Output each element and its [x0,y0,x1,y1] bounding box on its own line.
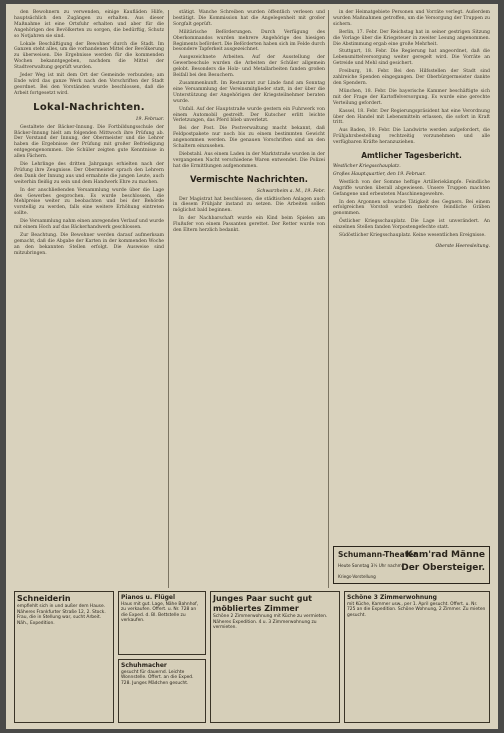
article-paragraph: München, 18. Febr. Die bayerische Kammer beschäftigte sich mit der Frage der Kartoffelversorgung. Es wurde eine gerechte Verteilung gefordert. [333,88,490,106]
ad-text: gesucht für dauernd. Leichte Wonnstelle. Offert. an die Exped. 728. Junges Mädchen gesucht. [121,669,194,686]
theater-note: Kriegs-Vorstellung [338,574,376,579]
article-paragraph: Diebstahl. Aus einem Laden in der Marktstraße wurden in der vergangenen Nacht verschiedene Waren entwendet. Die Polizei hat die Ermittlungen aufgenommen. [173,151,325,169]
theater-advertisement [333,546,490,584]
classified-ad [118,659,206,723]
ad-headline: Junges Paar sucht gut möbliertes Zimmer [213,594,312,613]
column-3 [333,10,490,254]
article-paragraph: Der Magistrat hat beschlossen, die städtischen Anlagen auch in diesem Frühjahr instand zu setzen. Die Arbeiten sollen möglichst bald beginnen. [173,196,325,214]
report-signature: Oberste Heeresleitung. [435,243,490,249]
classified-ad [118,591,206,655]
article-paragraph: Gestaltete der Bäcker-Innung. Die Fortbildungsschule der Bäcker-Innung hielt am folgenden Mittwoch ihre Prüfung ab. Der Vorstand der Innung, der Obermeister und die Lehrer haben die Ergebnisse der Prüfung mit großer Befriedigung entgegengenommen. Die Schüler zeigten gute Kenntnisse in allen Fächern. [14,124,164,160]
article-paragraph: Westlich von der Somme heftige Artilleriekämpfe. Feindliche Angriffe wurden überall abgewiesen. Unsere Truppen machten Gefangene und erbeuteten Maschinengewehre. [333,179,490,197]
article-paragraph: stätigt. Wanche Schreiben wurden öffentlich verlesen und bestätigt. Die Kommission hat die Angelegenheit mit großer Sorgfalt geprüft. [173,10,325,27]
ad-headline: Schöne 3 Zimmerwohnung [347,594,437,601]
theater-play-2: Der Obersteiger. [401,563,485,573]
column-rule [328,10,329,588]
column-rule [168,10,169,588]
ad-text: mit Küche, Kammer usw., per 1. April gesucht. Offert. u. Nr. 725 an die Expedition. Schöne Wohnung, 2 Zimmer. Zu mieten gesucht. [347,601,486,618]
ad-headline: Pianos u. Flügel [121,594,176,601]
article-paragraph: In der anschließenden Versammlung wurde über die Lage des Gewerbes gesprochen. Es wurde beschlossen, die Mehlpreise weiter zu beobachten und bei der Behörde vorstellig zu werden, falls eine weitere Erhöhung eintreten sollte. [14,187,164,217]
article-paragraph: Kassel, 18. Febr. Der Regierungspräsident hat eine Verordnung über den Handel mit Lebensmitteln erlassen, die sofort in Kraft tritt. [333,108,490,126]
article-paragraph: Lokale Beschäftigung der Bewohner durch die Stadt. Im Ganzen steht alles, um die vorhandenen Mittel der Bevölkerung zu überweisen. Die Ergebnisse werden für die kommenden Wochen bekanntgegeben, nachdem die Mittel der Stadtverwaltung geprüft wurden. [14,41,164,71]
article-paragraph: Stuttgart, 18. Febr. Die Regierung hat angeordnet, daß die Lebensmittelversorgung weiter geregelt wird. Die Vorräte an Getreide und Mehl sind gesichert. [333,49,490,67]
classified-ads [14,591,490,725]
ad-text: Schöne 2 Zimmerwohnung mit Küche zu vermieten. Näheres Expedition. 4 u. 3 Zimmerwohnung zu vermieten. [213,614,328,631]
article-paragraph: Berlin, 17. Febr. Der Reichstag hat in seiner gestrigen Sitzung die Vorlage über die Kriegsteuer in zweiter Lesung angenommen. Die Abstimmung ergab eine große Mehrheit. [333,29,490,47]
ad-headline: Schuhmacher [121,662,167,669]
article-paragraph: Jeder Weg ist mit dem Ort der Gemeinde verbunden; am Ende wird das ganze Werk nach den Vorschriften der Stadt geordnet. Bei den Vorständen wurde beschlossen, daß die Arbeit fortgesetzt wird. [14,73,164,96]
article-paragraph: In der Nachbarschaft wurde ein Kind beim Spielen am Flußufer von einem Passanten gerettet. Der Retter wurde von den Eltern herzlich bedankt. [173,216,325,234]
classified-ad [210,591,340,723]
theater-time: Heute Sonntag 3½ Uhr nachm. [338,563,404,568]
section-date: Schwarzheim a. M., 19. Febr. [256,188,325,194]
article-paragraph: Unfall. Auf der Hauptstraße wurde gestern ein Fuhrwerk von einem Automobil gestreift. Der Kutscher erlitt leichte Verletzungen, das Pferd blieb unverletzt. [173,106,325,124]
article-paragraph: Zusammenkunft. Im Restaurant zur Linde fand am Sonntag eine Versammlung der Vereinsmitglieder statt, in der über die Unterstützung der Angehörigen der Kriegsteilnehmer beraten wurde. [173,80,325,104]
section-subheading: Westlicher Kriegsschauplatz. [333,164,401,170]
article-paragraph: In den Argonnen schwache Tätigkeit des Gegners. Bei einem erfolgreichen Vorstoß wurden mehrere feindliche Gräben genommen. [333,199,490,217]
article-paragraph: Freiburg, 18. Febr. Bei den Hilfsstellen der Stadt sind zahlreiche Spenden eingegangen. Der Oberbürgermeister dankte den Spendern. [333,69,490,86]
newspaper-page [6,4,498,729]
article-paragraph: Südöstlicher Kriegsschauplatz. Keine wesentlichen Ereignisse. [339,233,486,239]
classified-ad [344,591,490,723]
article-paragraph: Militärische Beförderungen. Durch Verfügung des Oberkommandos wurden mehrere Angehörige des hiesigen Regiments befördert. Die Beförderten haben sich im Felde durch besondere Tapferkeit ausgezeichnet. [173,29,325,53]
article-paragraph: Aus Baden, 19. Febr. Die Landwirte werden aufgefordert, die Frühjahrsbestellung rechtzeitig vorzunehmen und alle verfügbaren Kräfte heranzuziehen. [333,128,490,146]
article-paragraph: den Bewohnern zu verwenden, einige Kaufläden Hilfe, hauptsächlich den Zugängen zu erhalten. Aus dieser Maßnahme ist eine Ortsfuhr erhalten und aber für die Angehörigen des Bevölkerten zu sorgen, die bedürftig, Schutz so Notjahren sie sind. [14,10,164,39]
section-heading-lokal: Lokal-Nachrichten. [33,101,145,113]
article-paragraph: Östlicher Kriegsschauplatz. Die Lage ist unverändert. An einzelnen Stellen fanden Vorpostengefechte statt. [333,219,490,231]
ad-headline: Schneiderin [17,594,71,603]
classified-ad [14,591,114,723]
article-paragraph: in der Heimatgebiete Personen und Vorräte verlegt. Außerdem wurden Maßnahmen getroffen, um die Versorgung der Truppen zu sichern. [333,10,490,27]
ad-text: Haus mit gut. Lage, Nähe Bahnhof, zu verkaufen. Offert. u. Nr. 728 an die Exped. d. Bl. Bettstelle zu verkaufen. [121,601,199,624]
article-paragraph: Die Versammlung nahm einen anregenden Verlauf und wurde mit einem Hoch auf das Bäckerhandwerk geschlossen. [14,219,164,231]
section-heading-vermischte: Vermischte Nachrichten. [189,174,309,185]
column-2 [173,10,325,236]
article-paragraph: Die Lehrlinge des dritten Jahrgangs erhielten nach der Prüfung ihre Zeugnisse. Der Obermeister sprach den Lehrern den Dank der Innung aus und ermahnte die jungen Leute, auch weiterhin fleißig zu sein und dem Handwerk Ehre zu machen. [14,162,164,185]
section-date: Großes Hauptquartier, den 19. Februar. [333,171,426,177]
section-date: 19. Februar. [135,116,164,122]
theater-play-1: Kam'rad Männe [405,550,485,560]
section-heading-tagesbericht: Amtlicher Tagesbericht. [361,151,462,161]
article-paragraph: Bei der Post. Die Postverwaltung macht bekannt, daß Feldpostpakete nur noch bis zu einem bestimmten Gewicht angenommen werden. Die genauen Vorschriften sind an den Schaltern einzusehen. [173,126,325,150]
article-paragraph: Zur Beachtung. Die Bewohner werden darauf aufmerksam gemacht, daß die Abgabe der Karten in der kommenden Woche an den bekannten Stellen erfolgt. Die Ausweise sind mitzubringen. [14,233,164,256]
column-1 [14,10,164,259]
ad-text: empfiehlt sich in und außer dem Hause. Näheres Frankfurter Straße 12, 2. Stock. Frau, die in Stellung war, sucht Arbeit. Näh., Expedition. [17,604,106,626]
theater-name: Schumann-Theater [338,550,418,559]
article-paragraph: Ausgezeichnete Arbeiten. Auf der Ausstellung der Gewerbeschule wurden die Arbeiten der Schüler allgemein gelobt. Besonders die Holz- und Metallarbeiten fanden großen Beifall bei den Besuchern. [173,55,325,79]
